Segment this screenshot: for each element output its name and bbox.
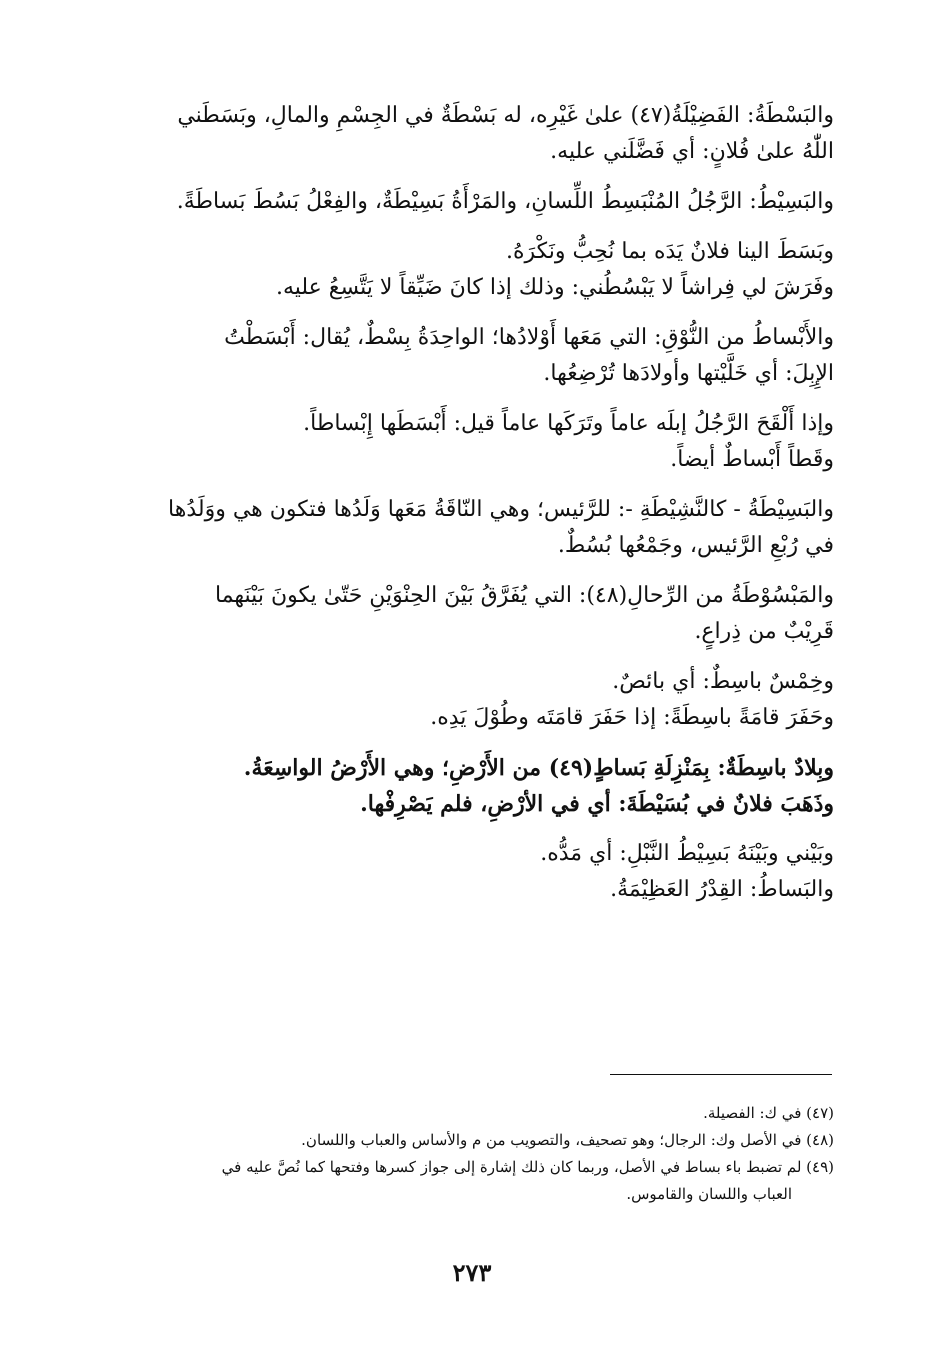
text-line: وبَيْني وبَيْنَهُ بَسِيْطُ النَّبْلِ: أي مَدُّه. — [540, 841, 834, 866]
paragraph — [110, 98, 834, 170]
paragraph — [110, 836, 834, 908]
text-line: والبَسِيْطُ: الرَّجُلُ المُنْبَسِطُ اللِّسانِ، والمَرْأَةُ بَسِيْطَةٌ، والفِعْلُ بَسُطَ بَساطَةً. — [176, 189, 834, 214]
text-line: والأَبْساطُ من النُّوْقِ: التي مَعَها أَوْلادُها؛ الواحِدَةُ بِسْطٌ، يُقال: أَبْسَطْتُ — [224, 325, 834, 350]
text-line: والبَسِيْطَةُ - كالنَّشِيْطَةِ -: للرَّئيس؛ وهي النّاقَةُ مَعَها وَلَدُها فتكون هي ووَلَدُها — [168, 497, 834, 522]
footnote-47: (٤٧) في ك: الفصيلة. — [703, 1104, 834, 1122]
text-line: والمَبْسُوْطَةُ من الرِّحالِ(٤٨): التي يُفَرَّقُ بَيْنَ الحِنْوَيْنِ حَتّىٰ يكونَ بَيْنَهما — [214, 583, 834, 608]
paragraph — [110, 664, 834, 736]
text-line: وبَسَطَ الينا فلانٌ يَدَه بما نُحِبُّ ونَكْرَهُ. — [505, 239, 834, 264]
text-line: والبَسْطَةُ: الفَضِيْلَةُ(٤٧) علىٰ غَيْرِه، له بَسْطَةٌ في الجِسْمِ والمالِ، وبَسَطَني — [177, 103, 834, 128]
text-line: وفَرَشَ لي فِراشاً لا يَبْسُطُني: وذلك إذا كانَ ضَيِّقاً لا يَتَّسِعُ عليه. — [275, 275, 834, 300]
paragraph — [110, 578, 834, 650]
paragraph — [110, 406, 834, 478]
text-line: وخِمْسٌ باسِطٌ: أي بائصٌ. — [612, 669, 834, 694]
paragraph — [110, 320, 834, 392]
paragraph — [110, 492, 834, 564]
page-number: ٢٧٣ — [452, 1258, 492, 1287]
text-line: اللّٰهُ علىٰ فُلانٍ: أي فَضَّلَني عليه. — [550, 139, 834, 164]
text-line: والبَساطُ: القِدْرُ العَظِيْمَةُ. — [610, 877, 834, 902]
paragraph — [110, 234, 834, 306]
main-text — [110, 98, 834, 922]
paragraph — [110, 184, 834, 220]
footnote-49: (٤٩) لم تضبط باء بساط في الأصل، وربما كان ذلك إشارة إلى جواز كسرها وفتحها كما نُصَّ عليه في — [221, 1158, 834, 1176]
footnote-48: (٤٨) في الأصل وك: الرجال؛ وهو تصحيف، والتصويب من م والأساس والعباب واللسان. — [301, 1131, 834, 1149]
footnote-divider — [610, 1074, 832, 1075]
text-line: وإذا أَلْقَحَ الرَّجُلُ إبلَه عاماً وتَرَكَها عاماً قيل: أَبْسَطَها إِبْساطاً. — [303, 411, 834, 436]
text-line: وحَفَرَ قامَةً باسِطَةً: إذا حَفَرَ قامَتَه وطُوْلَ يَدِه. — [430, 705, 834, 730]
footnotes — [110, 1100, 834, 1208]
text-line: قَرِيْبٌ من ذِراعٍ. — [694, 619, 834, 644]
paragraph — [110, 750, 834, 822]
text-line: وقَطاً أَبْساطٌ أيضاً. — [670, 447, 834, 472]
footnote-49-continuation: العباب واللسان والقاموس. — [626, 1185, 792, 1203]
text-line: وذَهَبَ فلانٌ في بُسَيْطَةَ: أي في الأرْضِ، فلم يَصْرِفْها. — [360, 791, 834, 817]
text-line: في رُبْعِ الرَّئيس، وجَمْعُها بُسُطٌ. — [557, 533, 834, 558]
text-line: الإِبِلَ: أي خَلَّيْتها وأولادَها تُرْضِعُها. — [543, 361, 834, 386]
text-line: وبِلادٌ باسِطَةٌ: بِمَنْزِلَةِ بَساطٍ(٤٩) من الأَرْضِ؛ وهي الأَرْضُ الواسِعَةُ. — [243, 755, 834, 781]
